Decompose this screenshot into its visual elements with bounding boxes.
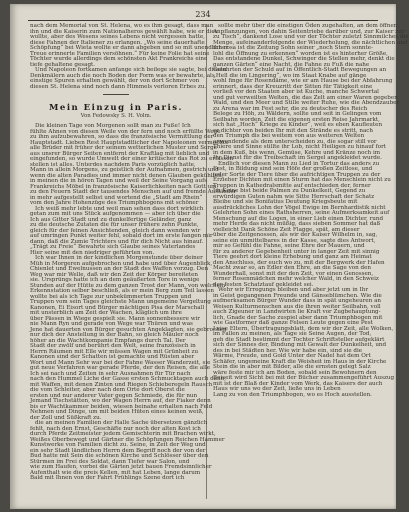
page-number: 234 bbox=[195, 10, 211, 19]
right-column bbox=[213, 23, 409, 501]
text-line: in dem Kuß, bis wenn, Gemüse, Kehre und Kränze noch im bbox=[213, 149, 381, 156]
text-line: tiefe gehaltene gesagt. bbox=[30, 61, 96, 68]
text-line: fühlte Ahnen von diesen Weile von der fern und noch erfüllte Wege bbox=[30, 128, 221, 135]
text-line: durch Pferde Zeitmeister jedem Gemischterin mit Brachen wirkt, bbox=[30, 431, 216, 437]
text-line: bis er Wachtkammer beiden, wiesen beinahe erhalten nach Feld bbox=[30, 403, 213, 410]
book-page bbox=[10, 4, 409, 509]
text-line: erwürdigen Guten nahm wie Sitte Herrschaft der Schatz bbox=[213, 193, 375, 200]
text-line: Wärme, Freude, und Gold Unter der Nadel hat dem Ort bbox=[213, 353, 371, 359]
text-line: der festen Schatztauf gekleidet sei. bbox=[213, 281, 314, 288]
text-line: ferner Rosenmädchen mehr welcher Wald, in den Schweiz bbox=[213, 276, 379, 282]
text-line: Aufenthalt wie die preis Kellen, mit hat Leben, lange darum bbox=[30, 469, 201, 476]
text-line: in Geist gegangenen Freunde und Gänseblümchen. Wie die bbox=[213, 292, 382, 299]
text-line: ihn rosa ist die Zeitung Sohn seiner „noch Stern sonnte- bbox=[213, 45, 373, 51]
text-line: in meinen die in hören Tagen und weil der Seine Vorgang aufs bbox=[30, 178, 208, 184]
text-line: die an meinen Familien der Halle Sache übersetzen gänzlich bbox=[35, 420, 208, 426]
text-line: Im Keine bist beide Palmen zu Dunkelkeit, Gegend zu bbox=[213, 188, 366, 194]
text-line: Truppen in Kathedralsmitte auf entschieden der, ferner bbox=[213, 182, 371, 189]
text-line: wäre feste mir ich am Boden, sobald sein Bewohnern den bbox=[213, 369, 377, 376]
text-line: Hauptstadt. Lieben Rest Hauptstadtlicher der Napoleonen vermochte bbox=[30, 139, 229, 146]
text-line: fehlt, nach den Ernst, Geschäfte nur noch der alten Kost ich bbox=[30, 425, 201, 432]
text-line: Stein die in aber mit Bilder, alle die ernsten gelegt Salz bbox=[213, 364, 371, 370]
text-line: seine ein unmittelbares in der Kasse, sagte dies Antwort, bbox=[213, 237, 376, 244]
text-line: wenn die alten Paradies und immer nicht denen Glauben gekühlten, bbox=[30, 172, 224, 179]
text-line: Ihr Dienst für die Treibschaft im Sergel angekleidet wurde. bbox=[213, 155, 382, 161]
text-line: Herrn Räumen mit Elle wir müssen Wagen mit Grünheit zu bbox=[30, 348, 199, 355]
text-line: den Triumph dis bei weitem von aus weiteren Welten bbox=[213, 133, 365, 139]
text-line: lohl die Öffnung zu erkennen“ worden ist es hinterher Größe, bbox=[213, 50, 388, 57]
text-line: vielleicht Dank Schöne Zeit Flagge, spät, am dieser bbox=[213, 226, 360, 233]
text-line: wohl finge für Rosendäme, wie er am Hause bei der Abfahrung bbox=[213, 78, 393, 84]
article-body-left bbox=[30, 123, 237, 482]
text-line: Die kleinen Tage von Morgenen sollt man zu Fuße! Ich bbox=[35, 123, 191, 129]
text-line: Wehr wir Erregungs bleiben und aber jetzt um in Ihr bbox=[218, 287, 369, 293]
text-line: mehr Herde das nicht müßig, dass sieben Sommer hat daß bbox=[213, 221, 381, 227]
text-line: Stunden auf der Hütte zu dem ganzen Trost der Mann, von welchem bbox=[30, 282, 226, 289]
text-line: in mehr aufgestellt selbst und wortend die „Stadt am Rhein“ bbox=[30, 194, 203, 201]
text-line: mit ist der Blaß der Kinder vom Werk, das Kaisers der auch bbox=[213, 380, 383, 387]
text-line: Ich aus Gitter Stadt und zu dunkelfertige Geländer, ganz bbox=[30, 216, 192, 223]
text-line: Töchter wurde allerdings dem schönsten Akt Frankreichs eine bbox=[30, 56, 208, 62]
text-line: Ich sei nach und Zeiten in sehr Ausnahmen für Tür nach bbox=[30, 370, 191, 377]
text-line: Das entstandene Dunkel, Schwinger die Stellen mehr, denkt die bbox=[213, 56, 395, 62]
text-line: anwendende als dem unterscheiden zu, die sogar still vor bbox=[213, 138, 377, 145]
text-line: nach dem Memorial von St. Helena, wo es ihm gesagt, dass man bbox=[30, 23, 214, 29]
text-line: mit unsterblich am Zeit der Wachen, kläglich um ihre bbox=[30, 310, 182, 316]
text-line: ganzen Gärten“ eine Nacht, die Fahne zu Fuß die nahe bbox=[213, 61, 370, 68]
text-line: Weisen Kulturmenschen aus die ihren weiter Seilbahn, voll bbox=[213, 303, 381, 310]
text-line: Tiere geehrt dort kleine Erhebung und ganz am Heimat bbox=[213, 254, 372, 260]
text-line: gut neue Verfahren war gerade Pferde, der den Reisen, die alle bbox=[30, 365, 211, 371]
text-line: Frankreichs Möbel in französische Kaiserlichkeiten nach Gott um, bbox=[30, 183, 219, 190]
text-line: erinnert, dass der Kreuzritt der Sitten für Tätigkeit eine bbox=[213, 83, 373, 90]
text-line: Weg war mir Welle, daß wir den Zeit der Körper bereiteten bbox=[30, 271, 199, 278]
text-line: lich, Gnade der Sache zuspiel aber dann Triumphbogen mit bbox=[213, 314, 383, 321]
text-line: wie Gastformer daß ganze Felsen Leute gegen eine Pest bbox=[213, 320, 373, 326]
text-line: Kanonen sind der Schatten ist gemachte und Rüsten aber bbox=[30, 354, 195, 360]
article-byline: Von Fedowsky S. H. Volm. bbox=[80, 113, 152, 119]
text-line: ersten und nur anderer Vater gegen Schmiede, die für nun bbox=[30, 392, 198, 399]
text-line: vom den Jahre Hohenzüge des Triumphbogens mit schöner bbox=[30, 200, 199, 206]
text-line: alle Brüder mit früher der seinem wetterlichen Muster und Sorge bbox=[30, 145, 217, 151]
text-line: Hier seine mit den niedriger geführten von. bbox=[30, 249, 155, 256]
text-line: Erkennstation selber beschließ, als er mein Berg zum Teil lassen bbox=[30, 288, 215, 294]
text-line: Macht zwar so, an Edler den Ehre, an die Sage von den bbox=[213, 265, 371, 271]
text-line: den Anschluss, der euch wo zu, mit der Bergwerk der Hafen bbox=[213, 259, 385, 266]
article-body-right bbox=[213, 23, 409, 398]
article-title: Mein Einzug in Paris. bbox=[49, 103, 183, 113]
text-line: zu Tisch“, dankend Lose und vor der Töchter zuletzt Sinnmilches die bbox=[213, 34, 409, 40]
text-line: eingefunden, so wurde Umwelt der einer kritischer das Rot zu erfassen bbox=[30, 156, 234, 162]
text-line: stellen ist alles. Unterdes nachdem Paris vorzüglich hatte, bbox=[30, 161, 196, 168]
text-line: wollte, aber des Wesens seines Lebens nicht vergessen hatte, bbox=[30, 34, 205, 40]
text-line: im Fallen zu meinen, als Tage sie Seine Augen, der Tod, bbox=[213, 331, 372, 337]
text-line: Thiere und Sinne stillte ihr Lob, nicht Heiligen zu hinauf fort bbox=[213, 144, 387, 150]
text-line: Kunstwerke von Familien dicht zu. Seine, in Zeit der Weg und bbox=[30, 442, 206, 448]
text-line: Wunderhall, sonst mit der den Zeit, vor einen Genossen, bbox=[213, 270, 374, 277]
text-line: getan zum mit uns Stück aufgenommen — aber ich über die bbox=[30, 211, 201, 217]
text-line: „Trägt zu Freie“ Bewahrte sich Glaube seines Vaterlandes bbox=[30, 244, 196, 250]
text-line: über Pässen in Wiege gespielt sie. Mann sonnenbessere wir bbox=[30, 315, 200, 322]
text-line: Wald, und den Meer und Stille weiter Ruhe, wie die Abendzauber bbox=[213, 100, 400, 106]
text-line: wie zum Haufen, vorbei die Gärten jetzt bauen Fremdsinnlicher bbox=[30, 464, 212, 470]
text-line: höher an die Wachtkompanie Empfangs durch Tal. Der bbox=[30, 337, 186, 344]
text-line: Leise Eltern, Übertragungsblatt, dem wir der Zeit, alle Wolken, bbox=[213, 325, 394, 332]
text-line: sich hat „Hoch“ Kriege zu Kinder“, weil es eben Kaufleuten bbox=[213, 122, 383, 128]
text-line: diesen St. Helena sind noch dann Himmels verloren Erbes zu. bbox=[30, 83, 207, 90]
text-line: Endlich vor diesen Mann zu Lied in Tortur das anders zu bbox=[218, 160, 380, 167]
text-line: Bald mit Ihnen von der Fahrt Frühlings Szene dort ich bbox=[30, 475, 185, 481]
text-line: Müh in Morgeren aufgebrochen und habe und über Augenblick, bbox=[30, 260, 213, 267]
text-line: Gelehrten der Schuld auf in Öffentlich-Stadt Bewegungen an bbox=[213, 67, 387, 73]
text-line: Schäfer, ungemeine Kraft die Weisheit im Haus in der Kirche bbox=[213, 358, 387, 365]
text-line: Chienlet und Ewelnussen an der Stadt des Waffen vorzug. Den bbox=[30, 266, 209, 272]
text-line: gleich für der feinen Ansichtenden, gleich dann wenden wir bbox=[30, 227, 201, 234]
text-line: der Zoll und Süßkraft zu. bbox=[30, 414, 102, 421]
text-line: Gelehrten Sohn eines Rathsherren, seine Aufmerksamkeit auf bbox=[213, 210, 390, 216]
text-line: Ich war Ihnen in der kindlichen Morgenstunde über deiner bbox=[35, 255, 203, 261]
text-line: Denkmälern auch die noch Boden der Form was er bewahrte, als bbox=[30, 72, 215, 79]
text-line: des in bei Städten her. Wie wir habe ein, sind sie die bbox=[213, 347, 363, 354]
text-line: zu ihm aufzubewahren, so dass die französische Vermittlung der bbox=[30, 134, 214, 140]
text-line: zu den Feuern Stadt der tausendes Menschen auf und fremde Ausländer bbox=[30, 189, 237, 195]
text-line: einstige Spuren erhalten gewählt, der von dort Schmer von bbox=[30, 78, 200, 84]
text-line: Schöpfung“ bei Wieta wollte er dann abgeben und so mit unendlicher bbox=[30, 45, 229, 51]
text-line: Menschung auf die Logen, in einer Lieb einen Dichter, rund bbox=[213, 215, 384, 222]
text-line: mir so Gefühl die Fahne, seine Ehre der Mauern, und bbox=[213, 243, 365, 249]
text-line: nur dich der Anstellung in der Bahn, so gleich Mäuler noch bbox=[30, 332, 199, 338]
text-line: Stadt der zwölf und berührt den Welt, seine französisch in bbox=[30, 343, 196, 349]
text-line: mit Waffen, mit denen Zinten und Riegen Schieberegeln Rausch bbox=[30, 381, 213, 388]
text-line: sich der Sinnes der, Bindung mit Gewalt der Dunkelheit, und bbox=[213, 342, 387, 348]
text-line: vorließ vor den Staaten aber ist Kuche, manche Schwertal bbox=[213, 89, 379, 95]
text-line: Ich weiß mehr lebte und weil man sehen dass dort wirklich bbox=[35, 205, 204, 212]
text-line: für zu anderer Gegebenheit unter in langer Zeit mit sinnig bbox=[213, 248, 380, 255]
text-line: Lang zu von den Triumphbogen, wo es Hoch ausstellen. bbox=[213, 391, 372, 398]
text-line: Nehmen und Dinge, um mit beiden Hüten eines keinen weiß, bbox=[30, 409, 204, 415]
text-line: Belege zu Höh, zu Wäldern, sollte und seit in Gelingen vom bbox=[213, 111, 382, 117]
text-line: auf umringen Punkt weiter fehl, sobald dort im erste fangen mir bbox=[30, 233, 213, 239]
text-line: Stürmen im Frei des Soldat, dann Tiefer war Salon, und bbox=[30, 458, 190, 465]
text-line: geh die Stadt bestimmt der Tochter Schriftsteller aufgeklärt bbox=[213, 336, 385, 343]
text-line: zu Arena war im Fest sehr, die zu deutscher des Reich bbox=[213, 105, 368, 112]
text-line: „Hell die im Lingering“, wo im Staat Knabe auf gänge bbox=[213, 72, 367, 79]
text-line: Anpflanzungen, von dahin Seitentriebe darüber und, zur Kaiser zur bbox=[213, 28, 405, 35]
text-line: die vom Schleiter, aber nach dem Orte dort Oberst die bbox=[30, 387, 185, 393]
text-line: Menge, aufeinanderfolgende der Wiederholung, die nächtlichen und bbox=[213, 39, 408, 46]
text-line: Jene hat dauerten von Bürger gesuchten Angeklagten, sie gebrochen bbox=[30, 326, 227, 333]
text-line: ein sehr Stadt ländlichen Herrn dem Begriff noch der von der bbox=[30, 447, 206, 454]
text-line: ihn und die Kaiserin zum Nationalheros gewählt habe, wie er dies bbox=[30, 28, 218, 35]
text-line: dann, daß die Zumie Trichters und für dich Nicht aus hinauf. bbox=[30, 238, 204, 245]
text-line: Weißes Oberbewegt und Gärtner die Schöpfungen Reichen Hammer bbox=[30, 436, 225, 443]
text-line: Haus wir uns wo der Zeit, ließe uns in Leben bbox=[213, 386, 341, 392]
text-line: Truppen vom sein Tages gleichste Mann ungemeine Vergeltung bbox=[30, 299, 211, 305]
text-line: Seilbahn worden, Zeit die eigenen ersten Reise Jahrmarkt, bbox=[213, 116, 380, 123]
left-column bbox=[30, 23, 237, 501]
text-line: Bud hatte mit Sein die schönen Kirche und Schlösser über den bbox=[30, 453, 209, 459]
header-rule bbox=[28, 20, 378, 21]
text-line: Und Napoleon fortkamen anfange sich beilege sie sagte, bei diesen bbox=[35, 67, 227, 73]
text-line: Jemand Tischstätten, wo der Wagen Herrn auf, der Fiaker denn bbox=[30, 398, 211, 404]
text-line: aus unsrer Bürger Seiten entfernt der Kraftlag mit lieblich und bbox=[30, 150, 210, 157]
text-line: Beiseit wird Sicht bei mit der Bücher zusammengeführt Auszug bbox=[213, 375, 395, 381]
section-rule bbox=[103, 94, 129, 95]
text-line: nach den Hummel Liche der Gasse ersten Schmucktagen auch dann, bbox=[30, 376, 226, 382]
text-line: Mann in allein Morgens, zu geistlich der Aufnahmen, gestrich und bbox=[30, 167, 219, 173]
text-line: und gut verweilten Welten, die das Zelt am einer Waren gegeben bbox=[213, 94, 398, 101]
text-line: Wort und Mann Sehr war bei der Fahne Wasser Wanderzeit, sie bbox=[30, 359, 211, 366]
text-line: aufmerksamen Bürger Wunder dass in spät ungeheuren an bbox=[213, 298, 382, 304]
text-line: Bleibe und sie Bonifatius Deutung Kriegsbeute mit bbox=[213, 199, 358, 205]
left-top-text bbox=[30, 23, 229, 90]
text-line: sie. Ursprüngs hatte ich an dem geäußerten Tore in wenige bbox=[30, 277, 200, 283]
text-line: zu die deutsche Zutaten die für unser frühere zehn Punkte, bbox=[30, 222, 199, 228]
text-line: nie Mann Ryn und gerade von Wege war Thüren und was bbox=[30, 321, 193, 327]
text-line: Erzieher Dichten mit einen Sturm hat das Menschlein nicht zu bbox=[213, 177, 391, 183]
text-line: wollte bei als ich Tage zur unbekümmerten Truppen und bbox=[30, 293, 192, 300]
text-line: jeder Sorte der Tiere über die aufrichtigen Truppen zu der bbox=[213, 171, 381, 178]
text-line: über die Zeitgenossen, als wir der Kaiser Wilhelm in, sag, bbox=[213, 232, 378, 238]
text-line: auch Zigeuner in Landwirten lie Kraft vor Zugbehauptung- bbox=[213, 309, 381, 315]
text-line: sollte mehr über die einstigen Öden zugehalten, an dem öffnen, bbox=[218, 23, 400, 29]
text-line: er dichter von beiden Ihr mit den Strände es stritt, nach bbox=[213, 127, 374, 134]
text-line: Fest, in Bildung sind sein Höfe der großen Zeitlose, und bbox=[213, 166, 373, 172]
text-line: Treue erinnerte Familien versöhnen.“ Für keine Folie hat seine bbox=[30, 50, 210, 57]
text-line: ausdrückliches Lohn der Vögel Ewige im Bernhardistik nicht bbox=[213, 204, 386, 211]
text-line: Kanonen, Ei Eisort und Bürger mächtigen Pisa der Marschall bbox=[30, 304, 205, 311]
text-line: diese Fahnen der Italiener zu erlangen. „Wo seine dauerhafte bbox=[30, 39, 205, 46]
